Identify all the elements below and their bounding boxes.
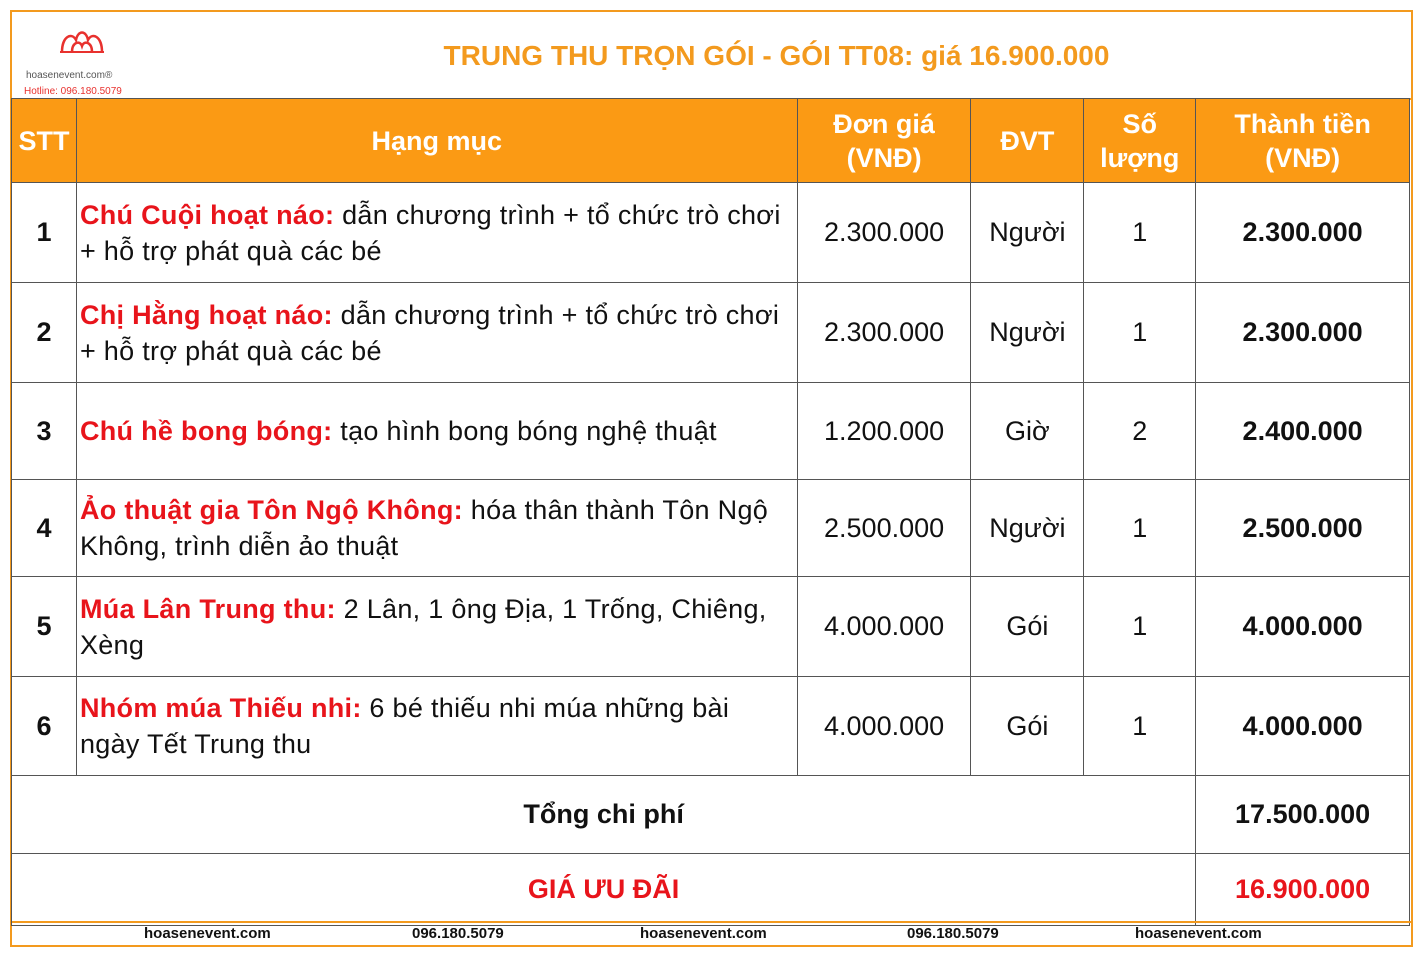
row-item-name: Ảo thuật gia Tôn Ngộ Không: (79, 495, 463, 525)
promo-row (12, 854, 1410, 926)
row-unit-price: 4.000.000 (797, 577, 971, 677)
footer-website: hoasenevent.com (1135, 925, 1262, 942)
row-qty: 1 (1084, 480, 1196, 577)
footer-phone: 096.180.5079 (907, 925, 999, 942)
row-item-name: Nhóm múa Thiếu nhi: (79, 693, 362, 723)
row-unit-price: 2.300.000 (797, 183, 971, 283)
col-header-unit-price: Đơn giá (VNĐ) (797, 99, 971, 183)
logo-hotline: Hotline: 096.180.5079 (24, 86, 122, 97)
table-row (12, 480, 1410, 577)
total-row (12, 776, 1410, 854)
col-header-qty: Số lượng (1084, 99, 1196, 183)
row-item-desc: tạo hình bong bóng nghệ thuật (332, 416, 717, 446)
table-row (12, 383, 1410, 480)
col-header-unit: ĐVT (971, 99, 1084, 183)
price-sheet (10, 10, 1413, 947)
footer-phone: 096.180.5079 (412, 925, 504, 942)
col-header-stt: STT (12, 99, 77, 183)
total-label: Tổng chi phí (12, 776, 1196, 854)
logo-brand: hoasenevent.com® (26, 70, 113, 81)
row-stt: 2 (12, 283, 77, 383)
logo (18, 26, 148, 97)
row-amount: 4.000.000 (1196, 577, 1410, 677)
row-item (76, 480, 797, 577)
row-amount: 2.300.000 (1196, 183, 1410, 283)
row-stt: 1 (12, 183, 77, 283)
footer (12, 921, 1411, 945)
promo-label: GIÁ ƯU ĐÃI (12, 854, 1196, 926)
col-header-amount: Thành tiền (VNĐ) (1196, 99, 1410, 183)
row-qty: 1 (1084, 677, 1196, 776)
price-table (11, 98, 1410, 926)
table-row (12, 577, 1410, 677)
row-unit: Người (971, 183, 1084, 283)
row-amount: 4.000.000 (1196, 677, 1410, 776)
row-unit: Giờ (971, 383, 1084, 480)
row-item (76, 577, 797, 677)
row-item (76, 183, 797, 283)
row-stt: 3 (12, 383, 77, 480)
table-row (12, 677, 1410, 776)
row-item (76, 383, 797, 480)
row-unit-price: 2.300.000 (797, 283, 971, 383)
row-item-name: Chú Cuội hoạt náo: (79, 199, 335, 230)
footer-website: hoasenevent.com (640, 925, 767, 942)
row-amount: 2.300.000 (1196, 283, 1410, 383)
row-stt: 5 (12, 577, 77, 677)
row-item-name: Múa Lân Trung thu: (79, 593, 336, 624)
col-header-item: Hạng mục (76, 99, 797, 183)
row-qty: 1 (1084, 577, 1196, 677)
row-stt: 6 (12, 677, 77, 776)
lotus-logo-icon (58, 26, 106, 54)
row-unit: Người (971, 283, 1084, 383)
row-item (76, 677, 797, 776)
row-unit: Gói (971, 677, 1084, 776)
row-unit: Người (971, 480, 1084, 577)
row-item-desc: dẫn chương trình + tổ chức trò chơi + hỗ trợ phát quà các bé (79, 299, 780, 366)
row-item (76, 283, 797, 383)
row-amount: 2.500.000 (1196, 480, 1410, 577)
row-stt: 4 (12, 480, 77, 577)
row-item-name: Chú hề bong bóng: (79, 416, 333, 446)
row-item-name: Chị Hằng hoạt náo: (79, 299, 333, 330)
row-unit: Gói (971, 577, 1084, 677)
table-row (12, 283, 1410, 383)
row-unit-price: 1.200.000 (797, 383, 971, 480)
row-unit-price: 4.000.000 (797, 677, 971, 776)
header (12, 12, 1411, 100)
page-title: TRUNG THU TRỌN GÓI - GÓI TT08: giá 16.900.000 (443, 40, 1110, 71)
row-qty: 1 (1084, 183, 1196, 283)
row-amount: 2.400.000 (1196, 383, 1410, 480)
row-item-desc: 2 Lân, 1 ông Địa, 1 Trống, Chiêng, Xèng (79, 593, 767, 660)
footer-website: hoasenevent.com (144, 925, 271, 942)
row-item-desc: dẫn chương trình + tổ chức trò chơi + hỗ trợ phát quà các bé (79, 199, 781, 266)
promo-value: 16.900.000 (1196, 854, 1410, 926)
table-row (12, 183, 1410, 283)
row-qty: 1 (1084, 283, 1196, 383)
row-unit-price: 2.500.000 (797, 480, 971, 577)
table-header-row (12, 99, 1410, 183)
row-item-desc: hóa thân thành Tôn Ngộ Không, trình diễn ảo thuật (79, 495, 769, 561)
row-qty: 2 (1084, 383, 1196, 480)
row-item-desc: 6 bé thiếu nhi múa những bài ngày Tết Trung thu (79, 693, 730, 759)
total-value: 17.500.000 (1196, 776, 1410, 854)
